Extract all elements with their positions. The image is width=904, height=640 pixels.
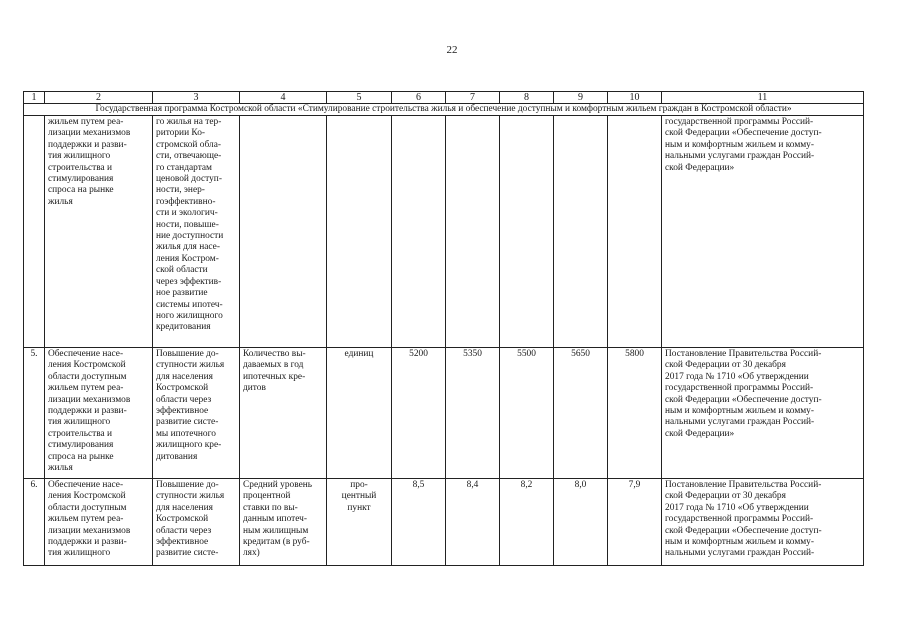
- unit-cell: про- центный пункт: [327, 479, 392, 566]
- program-indicators-table: [23, 91, 864, 566]
- column-number: 9: [554, 92, 608, 104]
- value-cell-7: [446, 116, 500, 348]
- column-number-row: [24, 92, 864, 104]
- indicator-cell: Количество вы- даваемых в год ипотечных кре- дитов: [240, 348, 327, 479]
- table-row: [24, 116, 864, 348]
- column-number: 11: [662, 92, 864, 104]
- goal-cell: Повышение до- ступности жилья для населения Костромской области через эффективное развитие систе- мы ипотечного жилищного кре- дитования: [153, 348, 240, 479]
- value-cell-9: 8,0: [554, 479, 608, 566]
- unit-cell: [327, 116, 392, 348]
- table-row: [24, 348, 864, 479]
- basis-cell: Постановление Правительства Россий- ской Федерации от 30 декабря 2017 года № 1710 «Об утверждении государственной программы Россий- ской Федерации «Обеспечение доступ- ным и комфортным жильем и комму- нальными услугами граждан Россий-: [662, 479, 864, 566]
- value-cell-10: [608, 116, 662, 348]
- value-cell-6: [392, 116, 446, 348]
- value-cell-6: 8,5: [392, 479, 446, 566]
- indicator-cell: [240, 116, 327, 348]
- value-cell-8: [500, 116, 554, 348]
- basis-cell: государственной программы Россий- ской Федерации «Обеспечение доступ- ным и комфортным жильем и комму- нальными услугами граждан Россий- ской Федерации»: [662, 116, 864, 348]
- row-number: 5.: [24, 348, 45, 479]
- column-number: 4: [240, 92, 327, 104]
- task-cell: Обеспечение насе- ления Костромской области доступным жильем путем реа- лизации механизмов поддержки и разви- тия жилищного строительства и стимулирования спроса на рынке жилья: [45, 348, 153, 479]
- unit-cell: единиц: [327, 348, 392, 479]
- task-cell: жильем путем реа- лизации механизмов поддержки и разви- тия жилищного строительства и стимулирования спроса на рынке жилья: [45, 116, 153, 348]
- column-number: 8: [500, 92, 554, 104]
- column-number: 5: [327, 92, 392, 104]
- page-number: 22: [446, 44, 458, 56]
- column-number: 3: [153, 92, 240, 104]
- column-number: 7: [446, 92, 500, 104]
- program-title: Государственная программа Костромской области «Стимулирование строительства жилья и обеспечение доступным и комфортным жильем граждан в Костромской области»: [24, 104, 864, 116]
- row-number: [24, 116, 45, 348]
- value-cell-8: 8,2: [500, 479, 554, 566]
- program-title-row: [24, 104, 864, 116]
- table-row: [24, 479, 864, 566]
- column-number: 2: [45, 92, 153, 104]
- column-number: 10: [608, 92, 662, 104]
- value-cell-9: [554, 116, 608, 348]
- value-cell-10: 7,9: [608, 479, 662, 566]
- column-number: 6: [392, 92, 446, 104]
- value-cell-9: 5650: [554, 348, 608, 479]
- column-number: 1: [24, 92, 45, 104]
- task-cell: Обеспечение насе- ления Костромской области доступным жильем путем реа- лизации механизмов поддержки и разви- тия жилищного: [45, 479, 153, 566]
- row-number: 6.: [24, 479, 45, 566]
- value-cell-8: 5500: [500, 348, 554, 479]
- indicator-cell: Средний уровень процентной ставки по вы- данным ипотеч- ным жилищным кредитам (в руб- лях): [240, 479, 327, 566]
- value-cell-7: 8,4: [446, 479, 500, 566]
- goal-cell: го жилья на тер- ритории Ко- стромской обла- сти, отвечающе- го стандартам ценовой доступ- ности, энер- гоэффективно- сти и экологич- ности, повыше- ние доступности жилья для насе- ления Костром- ской области через эффектив- ное развитие системы ипотеч- ного жилищного кредитования: [153, 116, 240, 348]
- basis-cell: Постановление Правительства Россий- ской Федерации от 30 декабря 2017 года № 1710 «Об утверждении государственной программы Россий- ской Федерации «Обеспечение доступ- ным и комфортным жильем и комму- нальными услугами граждан Россий- ской Федерации»: [662, 348, 864, 479]
- value-cell-7: 5350: [446, 348, 500, 479]
- goal-cell: Повышение до- ступности жилья для населения Костромской области через эффективное развитие систе-: [153, 479, 240, 566]
- value-cell-10: 5800: [608, 348, 662, 479]
- value-cell-6: 5200: [392, 348, 446, 479]
